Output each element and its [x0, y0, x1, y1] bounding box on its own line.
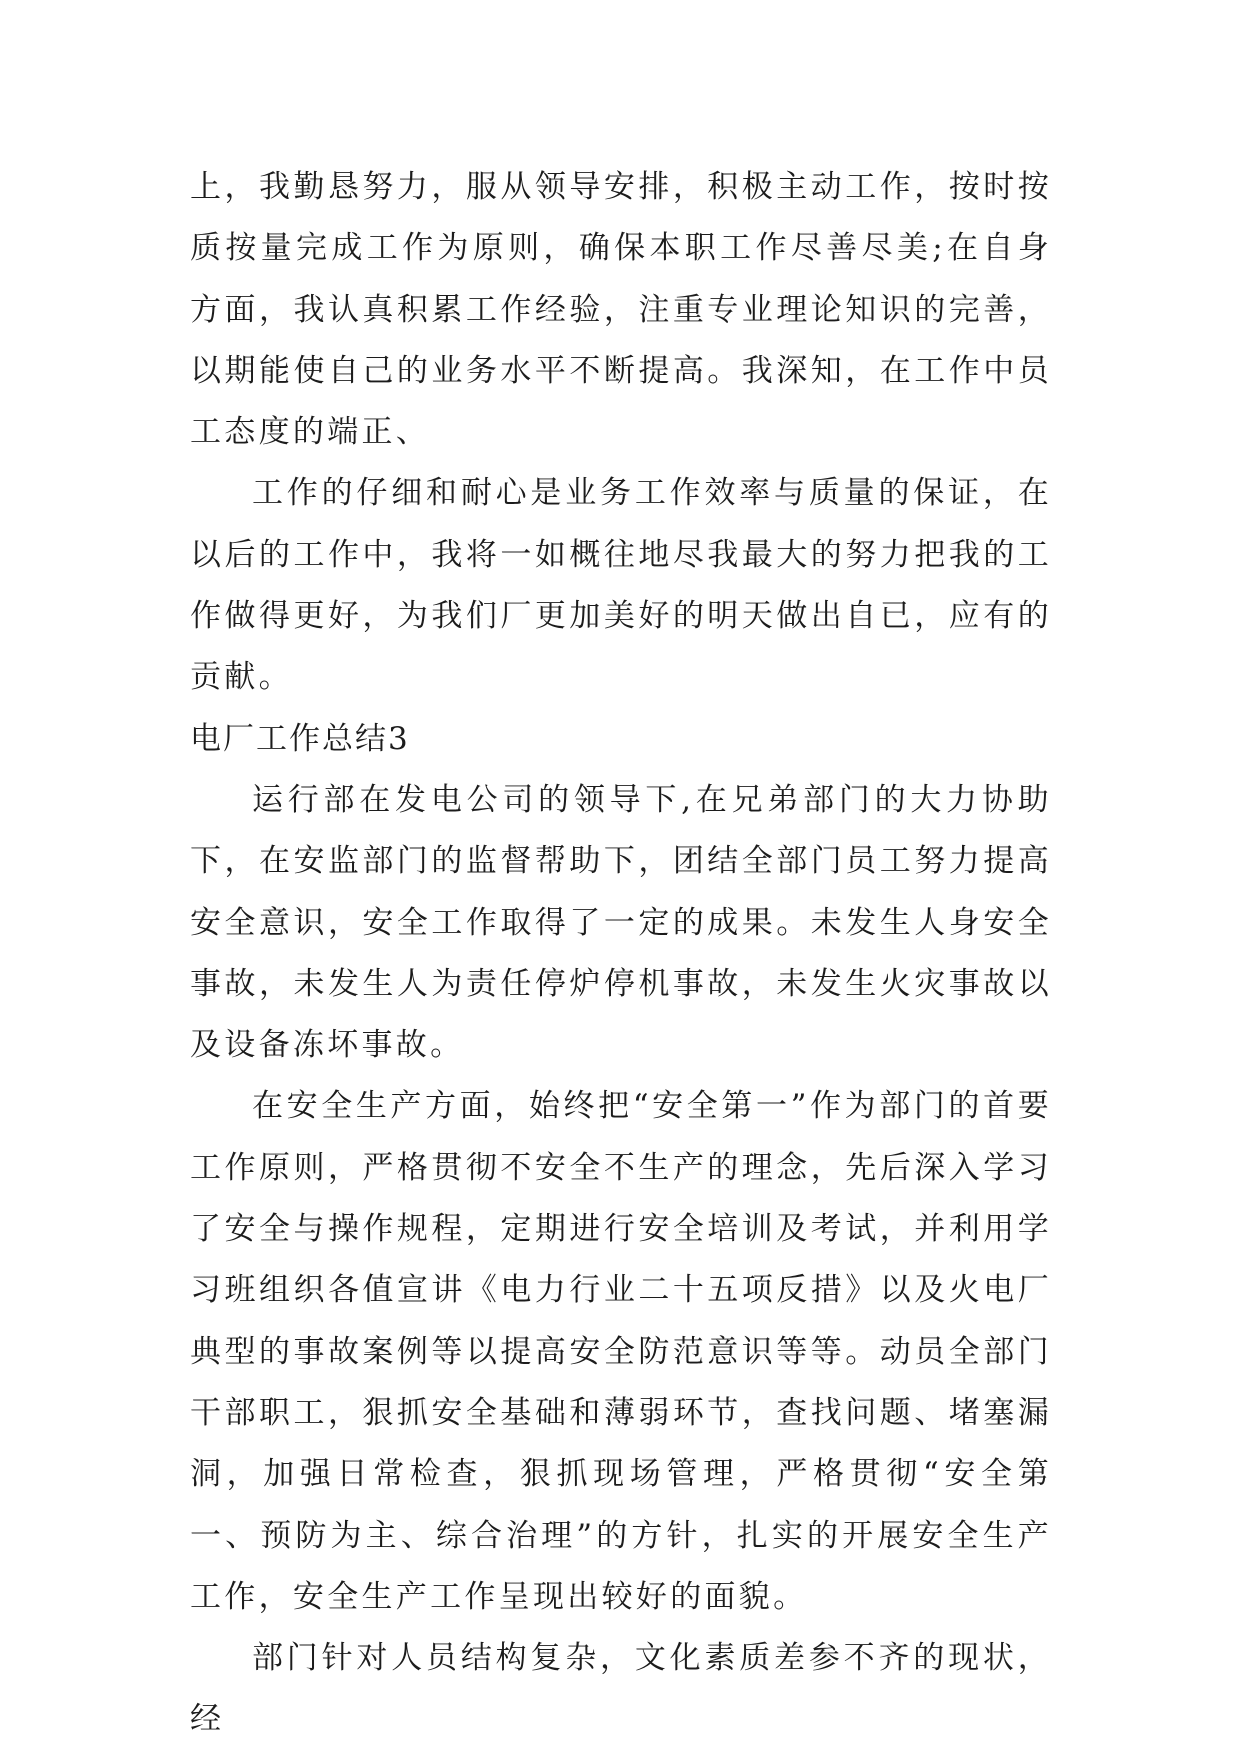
section-heading: 电厂工作总结3: [190, 720, 410, 757]
paragraph: 在安全生产方面，始终把“安全第一”作为部门的首要工作原则，严格贯彻不安全不生产的理念，先后深入学习了安全与操作规程，定期进行安全培训及考试，并利用学习班组织各值宣讲《电力行业二十五项反措》以及火电厂典型的事故案例等以提高安全防范意识等等。动员全部门干部职工，狠抓安全基础和薄弱环节，查找问题、堵塞漏洞，加强日常检查，狠抓现场管理，严格贯彻“安全第一、预防为主、综合治理”的方针，扎实的开展安全生产工作，安全生产工作呈现出较好的面貌。: [190, 1088, 1052, 1615]
paragraph: 工作的仔细和耐心是业务工作效率与质量的保证，在以后的工作中，我将一如概往地尽我最大的努力把我的工作做得更好，为我们厂更加美好的明天做出自已，应有的贡献。: [190, 475, 1052, 696]
paragraph: 部门针对人员结构复杂，文化素质差参不齐的现状，经: [190, 1640, 1052, 1738]
paragraph: 运行部在发电公司的领导下,在兄弟部门的大力协助下，在安监部门的监督帮助下，团结全部门员工努力提高安全意识，安全工作取得了一定的成果。未发生人身安全事故，未发生人为责任停炉停机事故，未发生火灾事故以及设备冻坏事故。: [190, 781, 1052, 1064]
document-body: [190, 157, 1052, 1751]
paragraph-continuation: 上，我勤恳努力，服从领导安排，积极主动工作，按时按质按量完成工作为原则，确保本职工作尽善尽美;在自身方面，我认真积累工作经验，注重专业理论知识的完善，以期能使自己的业务水平不断提高。我深知，在工作中员工态度的端正、: [190, 169, 1052, 451]
